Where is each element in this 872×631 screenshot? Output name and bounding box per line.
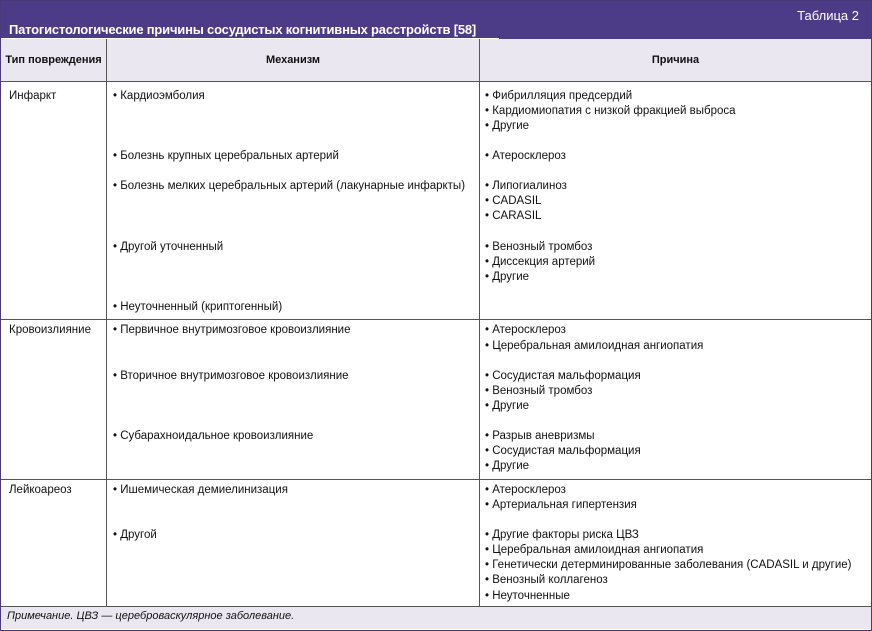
- type-cell: Лейкоареоз: [9, 484, 72, 496]
- note-text: Примечание. ЦВЗ — цереброваскулярное заболевание.: [7, 610, 295, 622]
- cause-item: • Липогиалиноз: [485, 180, 567, 192]
- mechanism-cell: • Другой уточненный: [113, 241, 224, 253]
- cause-item: • Атеросклероз: [485, 150, 566, 162]
- table-number: Таблица 2: [797, 8, 859, 23]
- header-mechanism: Механизм: [265, 54, 321, 66]
- cause-item: • Венозный коллагеноз: [485, 574, 608, 586]
- table-title: Патогистологические причины сосудистых когнитивных расстройств [58]: [9, 22, 477, 37]
- column-divider-1: [106, 39, 107, 607]
- table-note: [1, 607, 871, 629]
- cause-item: • Другие: [485, 120, 530, 132]
- header-row: [1, 39, 871, 82]
- cause-item: • Артериальная гипертензия: [485, 499, 637, 511]
- mechanism-cell: • Первичное внутримозговое кровоизлияние: [113, 324, 351, 336]
- cause-item: • Сосудистая мальформация: [485, 370, 641, 382]
- group-separator-1: [1, 319, 871, 320]
- mechanism-cell: • Субарахноидальное кровоизлияние: [113, 430, 314, 442]
- cause-item: • Другие: [485, 460, 530, 472]
- cause-item: • Диссекция артерий: [485, 256, 596, 268]
- cause-item: • Неуточненные: [485, 590, 570, 602]
- cause-item: • Кардиомиопатия с низкой фракцией выброса: [485, 105, 736, 117]
- cause-item: • CADASIL: [485, 195, 542, 207]
- cause-item: • CARASIL: [485, 210, 542, 222]
- cause-item: • Другие: [485, 271, 530, 283]
- cause-item: • Другие факторы риска ЦВЗ: [485, 529, 639, 541]
- cause-item: • Церебральная амилоидная ангиопатия: [485, 544, 704, 556]
- group-separator-2: [1, 479, 871, 480]
- cause-item: • Генетически детерминированные заболевания (CADASIL и другие): [485, 559, 852, 571]
- cause-item: • Сосудистая мальформация: [485, 445, 641, 457]
- title-bar: [1, 1, 871, 39]
- cause-item: • Фибрилляция предсердий: [485, 90, 633, 102]
- cause-item: • Венозный тромбоз: [485, 241, 593, 253]
- header-type: Тип повреждения: [5, 54, 102, 66]
- mechanism-cell: • Другой: [113, 529, 157, 541]
- cause-item: • Церебральная амилоидная ангиопатия: [485, 340, 704, 352]
- mechanism-cell: • Ишемическая демиелинизация: [113, 484, 288, 496]
- mechanism-cell: • Вторичное внутримозговое кровоизлияние: [113, 370, 349, 382]
- cause-item: • Атеросклероз: [485, 324, 566, 336]
- mechanism-cell: • Неуточненный (криптогенный): [113, 301, 283, 313]
- mechanism-cell: • Болезнь мелких церебральных артерий (лакунарные инфаркты): [113, 180, 466, 192]
- column-divider-2: [479, 39, 480, 607]
- type-cell: Кровоизлияние: [9, 324, 91, 336]
- cause-item: • Другие: [485, 400, 530, 412]
- mechanism-cell: • Кардиоэмболия: [113, 90, 205, 102]
- cause-item: • Венозный тромбоз: [485, 385, 593, 397]
- cause-item: • Разрыв аневризмы: [485, 430, 595, 442]
- type-cell: Инфаркт: [9, 90, 57, 102]
- header-cause: Причина: [651, 54, 700, 66]
- cause-item: • Атеросклероз: [485, 484, 566, 496]
- mechanism-cell: • Болезнь крупных церебральных артерий: [113, 150, 339, 162]
